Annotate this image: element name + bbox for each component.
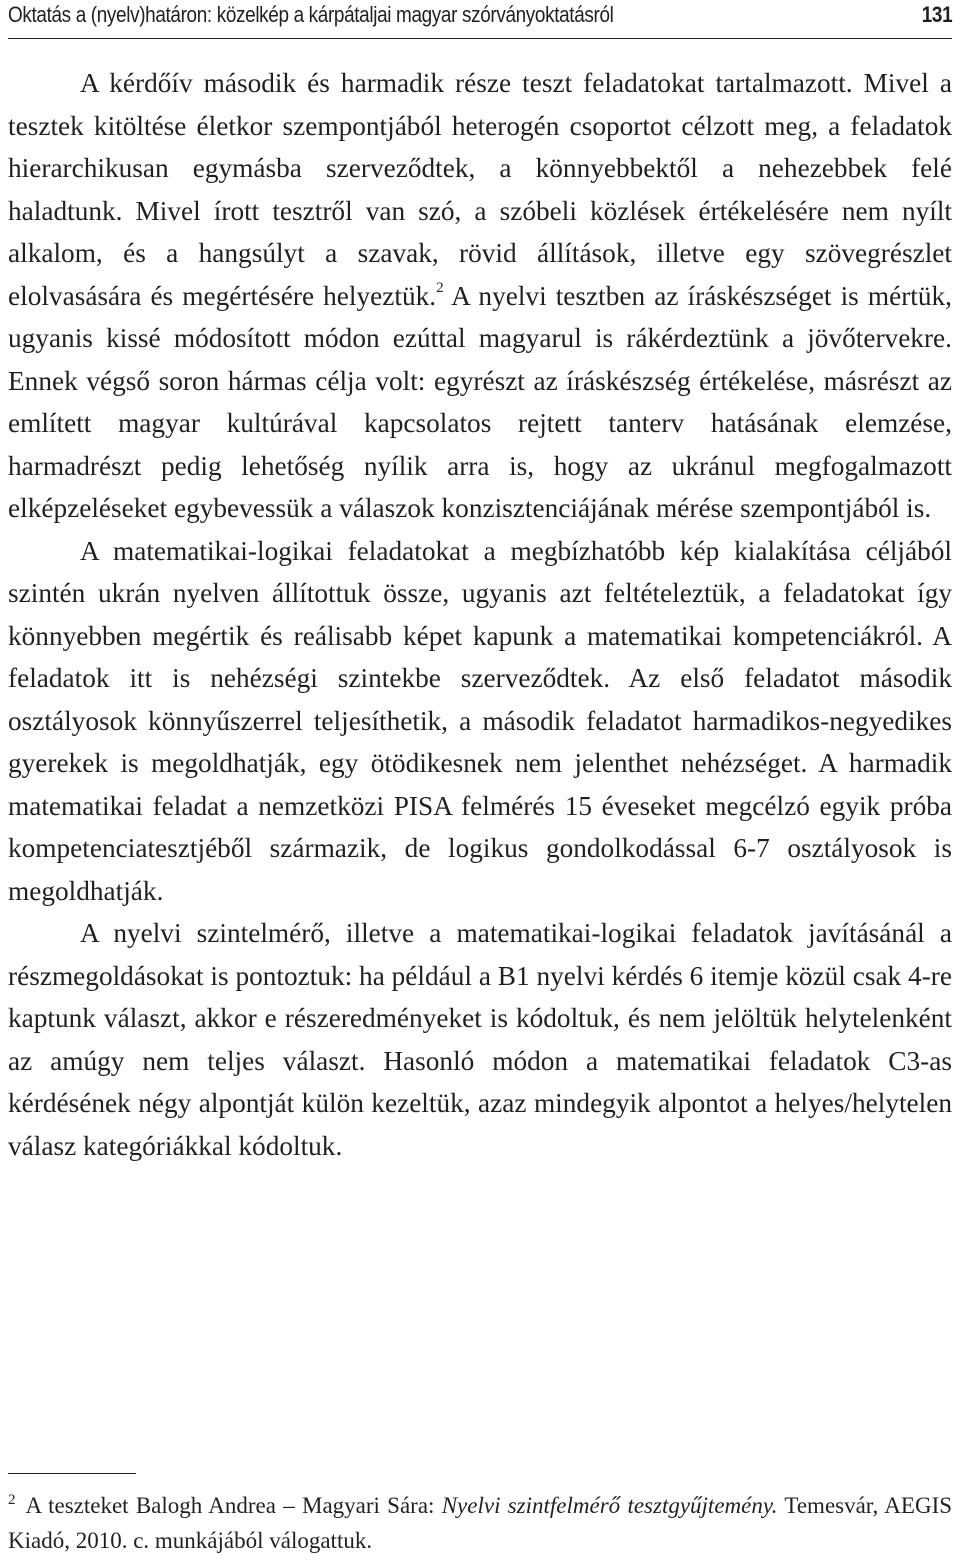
- footnote-book-title: Nyelvi szintfelmérő tesztgyűjtemény.: [441, 1493, 778, 1518]
- footnote-text-before: A teszteket Balogh Andrea – Magyari Sára:: [25, 1493, 442, 1518]
- running-head: [8, 0, 952, 36]
- footnote-reference: 2: [436, 280, 444, 297]
- body-text: [8, 62, 952, 1167]
- paragraph-1: [8, 62, 952, 530]
- footnote-number: 2: [8, 1492, 16, 1509]
- page-number: 131: [921, 2, 953, 27]
- footnote-rule: [8, 1473, 136, 1474]
- paragraph-2: A matematikai-logikai feladatokat a megbízhatóbb kép kialakítása céljából szintén ukrán nyelven állítottuk össze, ugyanis azt feltételeztük, a feladatokat így könnyebben megértik és reálisabb képet kapunk a matematikai kompetenciákról. A feladatok itt is nehézségi szintekbe szerveződtek. Az első feladatot második osztályosok könnyűszerrel teljesíthetik, a második feladatot harmadikos-negyedikes gyerekek is megoldhatják, egy ötödikesnek nem jelenthet nehézséget. A harmadik matematikai feladat a nemzetközi PISA felmérés 15 éveseket megcélzó egyik próba kompetenciatesztjéből származik, de logikus gondolkodással 6-7 osztályosok is megoldhatják.: [8, 535, 952, 906]
- footnote: [8, 1488, 952, 1558]
- paragraph-1-part-2: A nyelvi tesztben az íráskészséget is mértük, ugyanis kissé módosított módon ezúttal magyarul is rákérdeztünk a jövőtervekre. Ennek végső soron hármas célja volt: egyrészt az íráskészség értékelése, másrészt az említett magyar kultúrával kapcsolatos rejtett tanterv hatásának elemzése, harmadrészt pedig lehetőség nyílik arra is, hogy az ukránul megfogalmazott elképzeléseket egybevessük a válaszok konzisztenciájának mérése szempontjából is.: [8, 280, 952, 523]
- running-title: Oktatás a (nyelv)határon: közelkép a kárpátaljai magyar szórványoktatásról: [8, 2, 614, 27]
- paragraph-3: A nyelvi szintelmérő, illetve a matematikai-logikai feladatok javításánál a részmegoldásokat is pontoztuk: ha például a B1 nyelvi kérdés 6 itemje közül csak 4-re kaptunk választ, akkor e részeredményeket is kódoltuk, és nem jelöltük helytelenként az amúgy nem teljes választ. Hasonló módon a matematikai feladatok C3-as kérdésének négy alpontját külön kezeltük, azaz mindegyik alpontot a helyes/helytelen válasz kategóriákkal kódoltuk.: [8, 918, 952, 1161]
- header-rule: [8, 38, 952, 39]
- paragraph-1-part-1: A kérdőív második és harmadik része teszt feladatokat tartalmazott. Mivel a tesztek kitöltése életkor szempontjából heterogén csoportot célzott meg, a feladatok hierarchikusan egymásba szerveződtek, a könnyebbektől a nehezebbek felé haladtunk. Mivel írott tesztről van szó, a szóbeli közlések értékelésére nem nyílt alkalom, és a hangsúlyt a szavak, rövid állítások, illetve egy szövegrészlet elolvasására és megértésére helyeztük.: [8, 68, 952, 311]
- footnote-text-after: Temesvár, AEGIS Kiadó, 2010. c. munkájából válogattuk.: [8, 1493, 953, 1553]
